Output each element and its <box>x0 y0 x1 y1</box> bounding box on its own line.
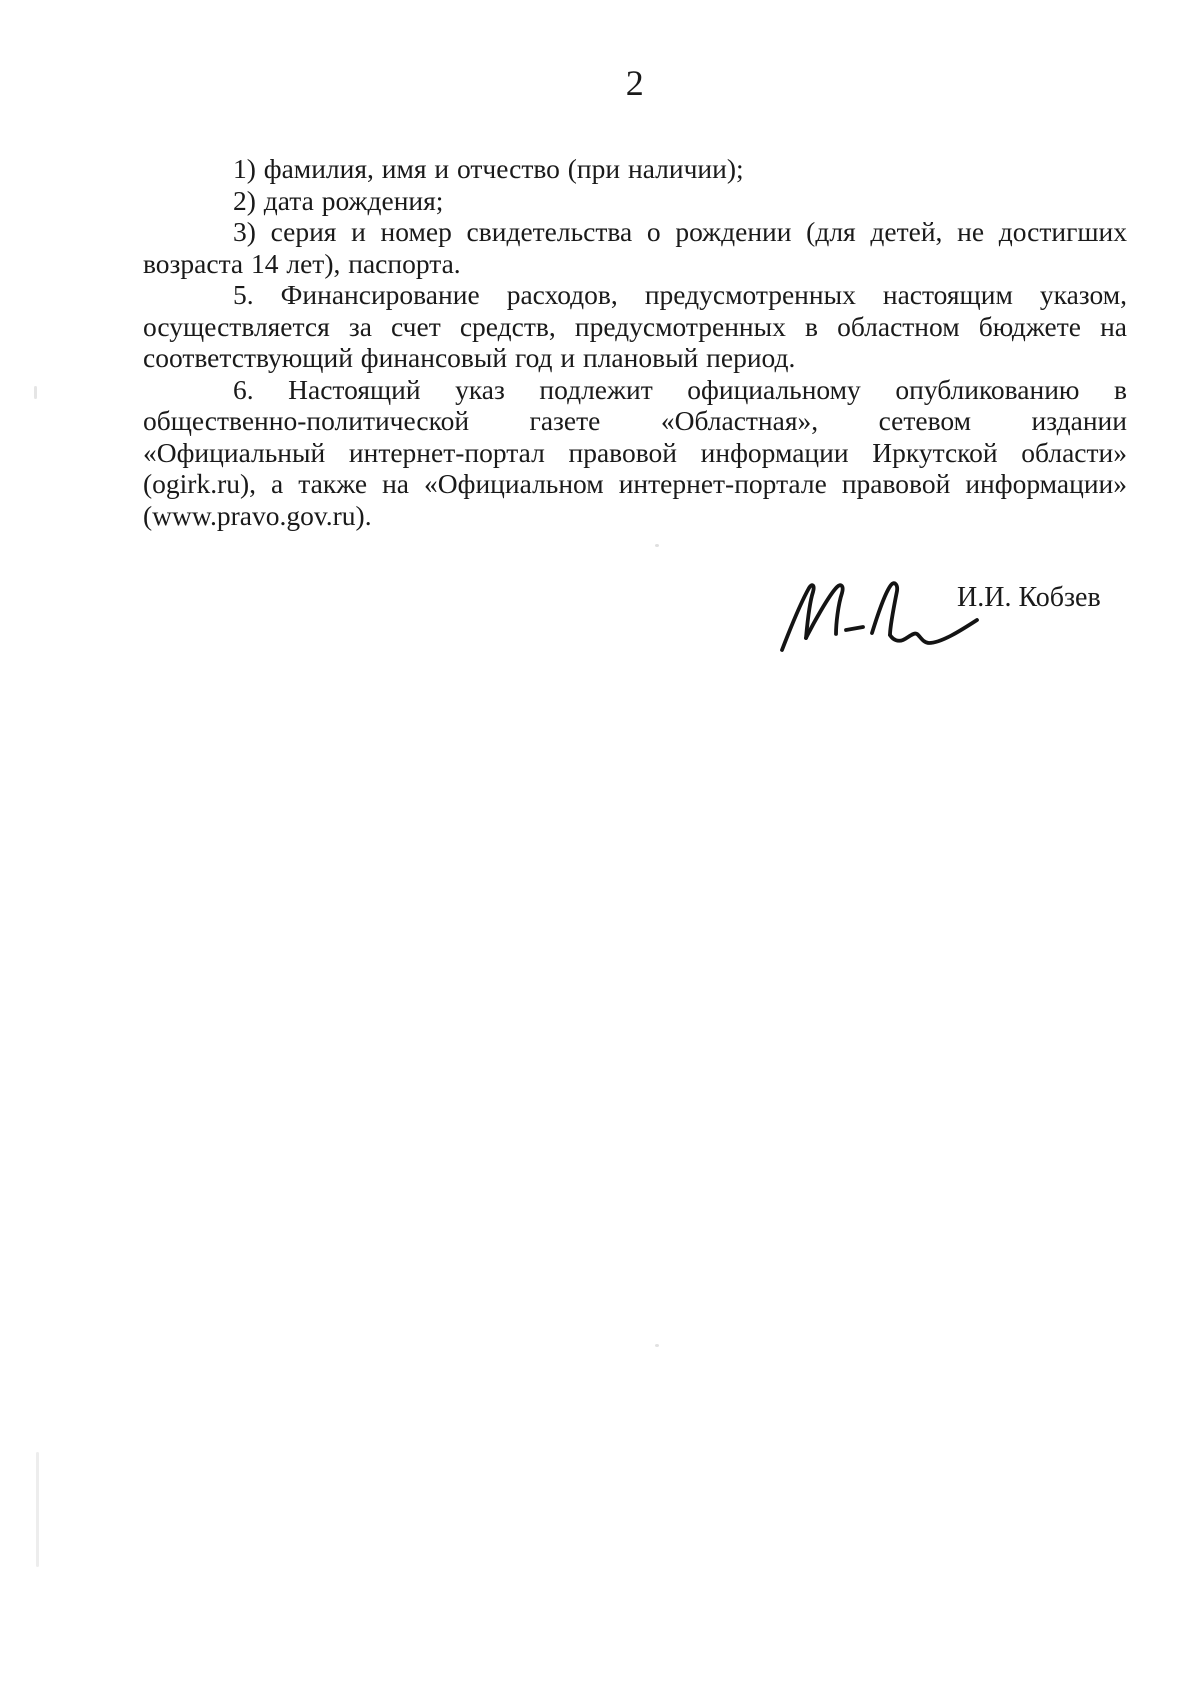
signature-scribble-icon <box>770 577 985 659</box>
document-line: 1) фамилия, имя и отчество (при наличии); <box>233 153 744 184</box>
document-line: 3) серия и номер свидетельства о рождении (для детей, не достигших <box>233 216 1127 247</box>
scan-artifact <box>655 1344 659 1347</box>
page-number: 2 <box>625 63 645 103</box>
document-line: (www.pravo.gov.ru). <box>143 499 372 531</box>
scan-artifact <box>655 544 659 547</box>
signer-name: И.И. Кобзев <box>957 582 1101 613</box>
document-line: общественно-политической газете «Областная», сетевом издании <box>143 405 1127 436</box>
document-line: «Официальный интернет-портал правовой информации Иркутской области» <box>143 436 1127 468</box>
document-line: 6. Настоящий указ подлежит официальному опубликованию в <box>233 373 1127 405</box>
document-line: возраста 14 лет), паспорта. <box>143 247 461 279</box>
document-line: осуществляется за счет средств, предусмотренных в областном бюджете на <box>143 310 1127 342</box>
document-line: соответствующий финансовый год и плановый период. <box>143 342 796 373</box>
document-body <box>143 153 1127 531</box>
document-line: 5. Финансирование расходов, предусмотренных настоящим указом, <box>233 279 1127 310</box>
scan-artifact <box>34 386 37 399</box>
document-line: (ogirk.ru), а также на «Официальном интернет-портале правовой информации» <box>143 468 1127 499</box>
scan-artifact <box>36 1452 39 1567</box>
document-line: 2) дата рождения; <box>233 184 444 216</box>
